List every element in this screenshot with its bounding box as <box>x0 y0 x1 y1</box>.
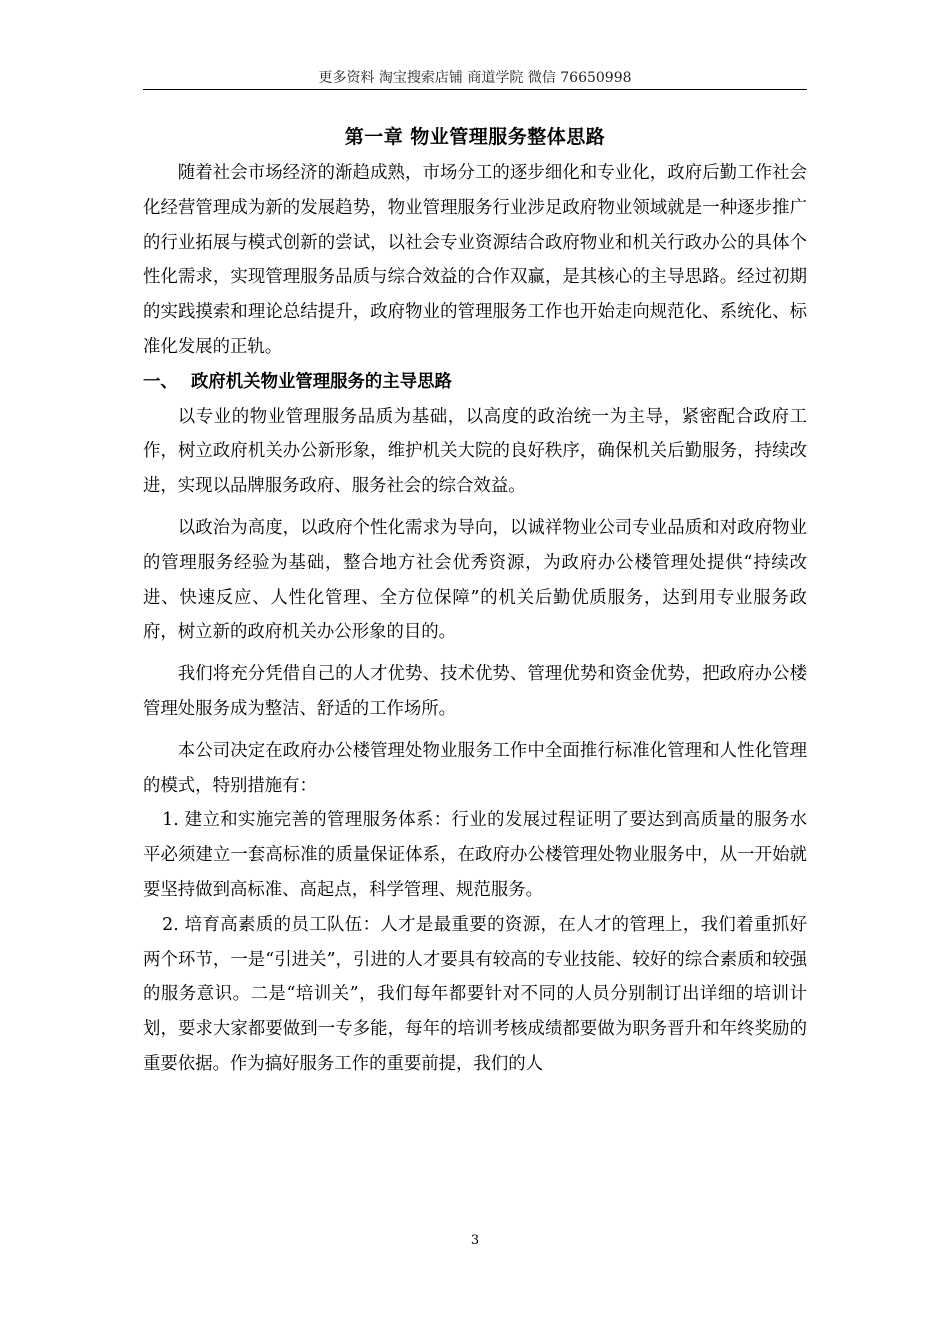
page-body <box>143 118 807 1082</box>
chapter-intro-paragraph: 随着社会市场经济的渐趋成熟，市场分工的逐步细化和专业化，政府后勤工作社会化经营管理成为新的发展趋势，物业管理服务行业涉足政府物业领域就是一种逐步推广的行业拓展与模式创新的尝试，以社会专业资源结合政府物业和机关行政办公的具体个性化需求，实现管理服务品质与综合效益的合作双赢，是其核心的主导思路。经过初期的实践摸索和理论总结提升，政府物业的管理服务工作也开始走向规范化、系统化、标准化发展的正轨。 <box>143 163 807 357</box>
measure-list-item: 1. 建立和实施完善的管理服务体系：行业的发展过程证明了要达到高质量的服务水平必须建立一套高标准的质量保证体系，在政府办公楼管理处物业服务中，从一开始就要坚持做到高标准、高起点，科学管理、规范服务。 <box>143 810 807 900</box>
paragraph-gap <box>143 727 807 734</box>
body-paragraph: 以政治为高度，以政府个性化需求为导向，以诚祥物业公司专业品质和对政府物业的管理服务经验为基础，整合地方社会优秀资源，为政府办公楼管理处提供“持续改进、快速反应、人性化管理、全方位保障”的机关后勤优质服务，达到用专业服务政府，树立新的政府机关办公形象的目的。 <box>143 517 807 643</box>
paragraph-gap <box>143 504 807 511</box>
body-paragraph: 以专业的物业管理服务品质为基础，以高度的政治统一为主导，紧密配合政府工作，树立政府机关办公新形象，维护机关大院的良好秩序，确保机关后勤服务，持续改进，实现以品牌服务政府、服务社会的综合效益。 <box>143 406 807 497</box>
body-paragraph: 我们将充分凭借自己的人才优势、技术优势、管理优势和资金优势，把政府办公楼管理处服务成为整洁、舒适的工作场所。 <box>143 664 807 719</box>
section-title: 政府机关物业管理服务的主导思路 <box>191 371 452 392</box>
header-rule <box>143 89 807 90</box>
paragraph-gap <box>143 650 807 657</box>
page-number: 3 <box>470 1233 480 1248</box>
body-paragraph: 本公司决定在政府办公楼管理处物业服务工作中全面推行标准化管理和人性化管理的模式，特别措施有： <box>143 740 807 796</box>
section-number: 一、 <box>143 371 178 392</box>
chapter-title: 第一章 物业管理服务整体思路 <box>344 126 606 148</box>
measure-list-item: 2. 培育高素质的员工队伍：人才是最重要的资源，在人才的管理上，我们着重抓好两个环节，一是“引进关”，引进的人才要具有较高的专业技能、较好的综合素质和较强的服务意识。二是“培训关”，我们每年都要针对不同的人员分别制订出详细的培训计划，要求大家都要做到一专多能，每年的培训考核成绩都要做为职务晋升和年终奖励的重要依据。作为搞好服务工作的重要前提，我们的人 <box>143 914 807 1074</box>
page-header: 更多资料 淘宝搜索店铺 商道学院 微信 76650998 <box>318 70 632 86</box>
section-heading <box>143 365 807 400</box>
